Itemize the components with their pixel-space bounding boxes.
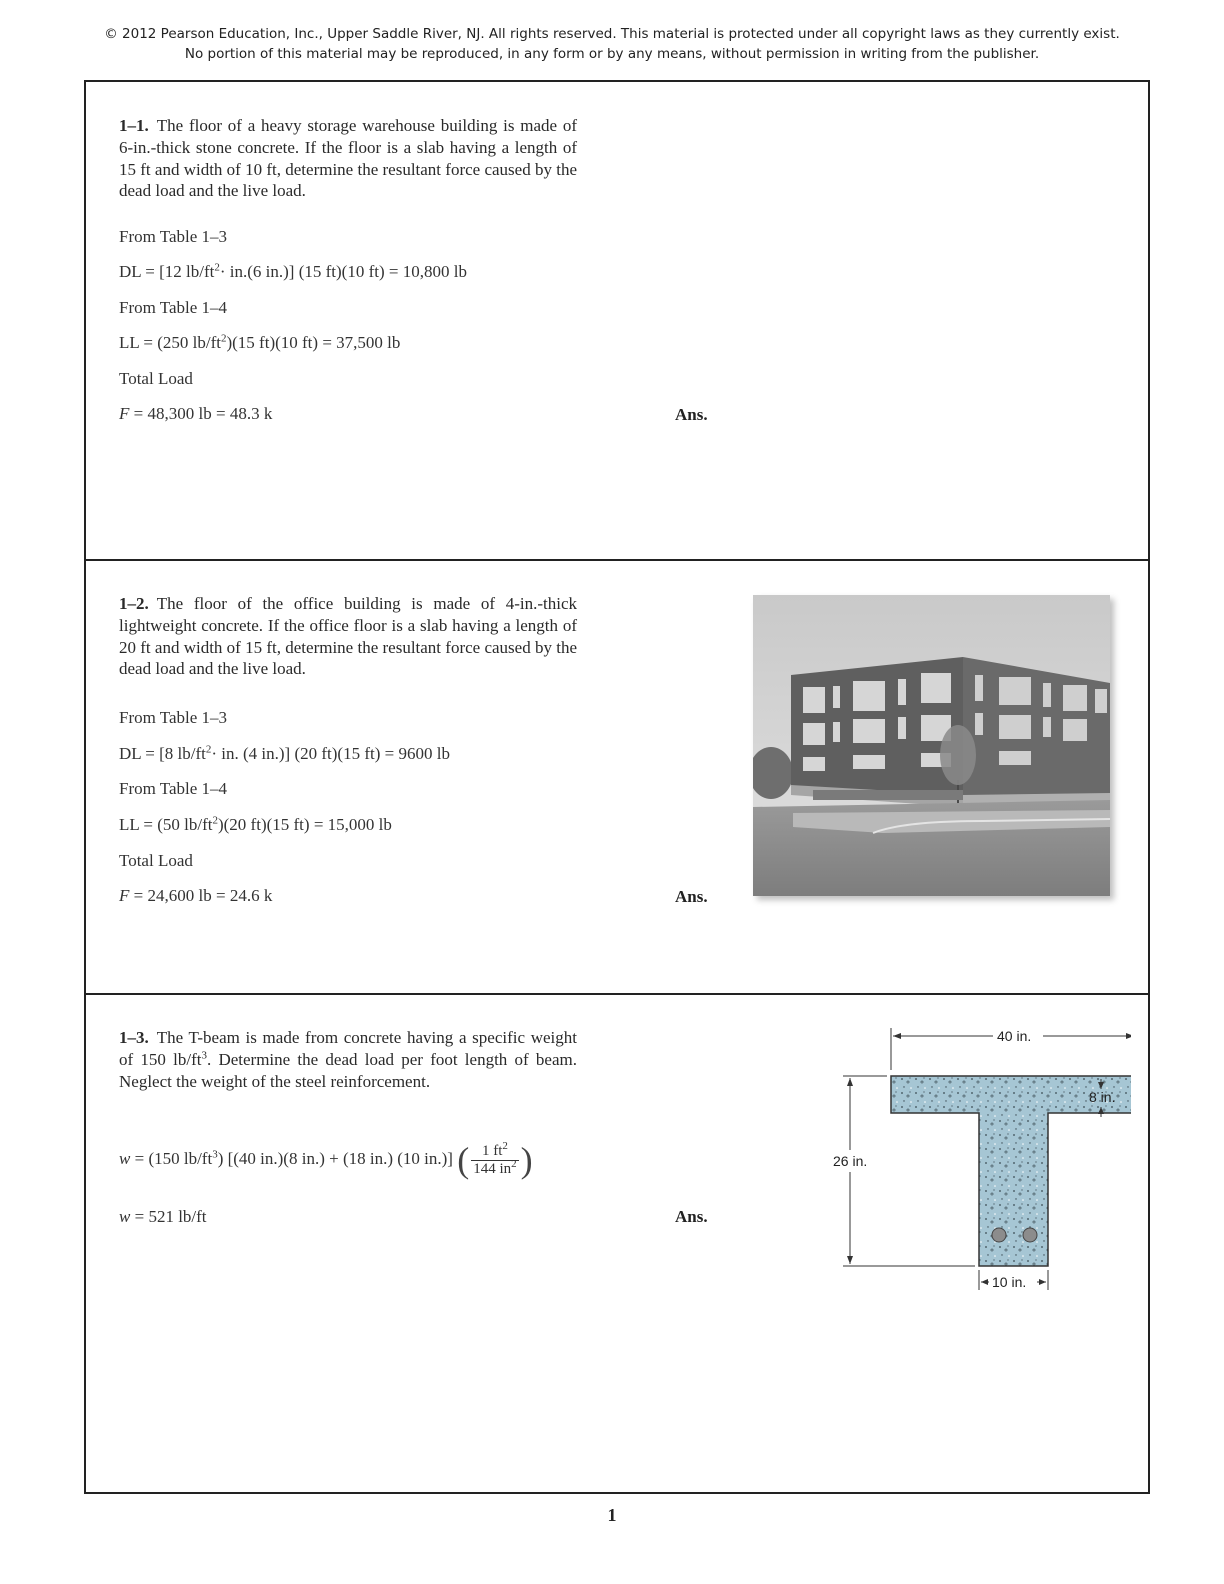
dead-load-per-foot-equation: w = (150 $lb/ft^3$) [(40 in.)(8 in.) + (18 in.) (10 in.)] ( $\frac{1 ft^2}{144 in^2}$ ) — [119, 1139, 533, 1180]
problems-frame — [84, 80, 1150, 1494]
dead-load-equation: DL = [8 $lb/ft^2\cdot$ in. (4 in.)] (20 ft)(15 ft) = 9600 lb — [119, 743, 450, 763]
dead-load-result-equation: w = 521 lb/ft — [119, 1207, 207, 1226]
problem-statement — [119, 115, 577, 202]
force-mid: 48,300 lb — [147, 404, 212, 423]
problem-text-b: . Determine the dead load per foot length of beam. Neglect the weight of the steel reinforcement. — [119, 1049, 577, 1091]
table-ref: From Table 1–4 — [119, 298, 228, 317]
dl-result: 10,800 lb — [402, 262, 467, 281]
dl-result: 9600 lb — [398, 744, 450, 763]
force-label: F — [119, 404, 130, 423]
problem-number: 1–2. — [119, 594, 149, 613]
problem-text-a: The T-beam is made from concrete having a specific weight of 150 lb/ft — [119, 1028, 577, 1069]
force-result: 24.6 k — [229, 886, 273, 905]
fraction-denominator: 144 in — [473, 1160, 512, 1177]
force-mid: 24,600 lb — [147, 886, 212, 905]
ll-expr-a: (50 lb/ft — [157, 815, 213, 834]
answer-marker: Ans. — [675, 1207, 708, 1226]
problem-statement: 1–3. The T-beam is made from concrete having a specific weight of 150 $lb/ft^3$. Determine the dead load per foot length of beam. Neglect the weight of the steel reinforcement. — [119, 1028, 577, 1091]
dl-label: DL — [119, 262, 142, 281]
answer-marker: Ans. — [675, 887, 708, 906]
copyright-line-2: No portion of this material may be reproduced, in any form or by any means, without permission in writing from the publisher. — [184, 46, 1040, 62]
w-label: w — [119, 1207, 131, 1226]
problem-number: 1–1. — [119, 116, 149, 135]
copyright-line-1: © 2012 Pearson Education, Inc., Upper Saddle River, NJ. All rights reserved. This material is protected under all copyright laws as they currently exist. — [104, 26, 1120, 42]
ll-result: 15,000 lb — [327, 815, 392, 834]
ll-label: LL — [119, 815, 140, 834]
dl-expr-a: [12 lb/ft — [159, 262, 215, 281]
ll-expr-a: (250 lb/ft — [157, 333, 221, 352]
w-expr-b: ) [(40 in.)(8 in.) + (18 in.) (10 in.)] — [217, 1148, 453, 1168]
table-ref: From Table 1–3 — [119, 708, 228, 727]
problem-1-1-section — [86, 82, 1148, 561]
w-expr-a: (150 lb/ft — [148, 1148, 213, 1168]
dim-label-left: 26 in. — [833, 1153, 868, 1169]
unit-conversion-fraction: $\frac{1 ft^2}{144 in^2}$ — [473, 1139, 517, 1177]
ll-expr-b: )(20 ft)(15 ft) — [217, 815, 310, 834]
problem-number: 1–3. — [119, 1028, 149, 1047]
total-load-label: Total Load — [119, 851, 193, 870]
fraction-numerator: 1 ft — [481, 1142, 503, 1159]
table-ref: From Table 1–4 — [119, 779, 228, 798]
page-number: 1 — [607, 1505, 617, 1525]
total-force-equation: F = 48,300 lb = 48.3 k — [119, 404, 273, 423]
dl-expr-b: · in.(6 in.)] (15 ft)(10 ft) — [219, 262, 385, 281]
copyright-notice — [0, 24, 1224, 64]
rebar-right — [1023, 1228, 1037, 1242]
problem-text: The floor of the office building is made of 4-in.-thick lightweight concrete. If the office floor is a slab having a length of 20 ft and width of 15 ft, determine the resultant force caused by the dead load and the live load. — [119, 594, 577, 679]
problem-1-3-section — [86, 995, 1148, 1496]
rebar-left — [992, 1228, 1006, 1242]
ll-result: 37,500 lb — [336, 333, 401, 352]
dim-label-bottom: 10 in. — [992, 1274, 1027, 1290]
dl-expr-a: [8 lb/ft — [159, 744, 206, 763]
dl-expr-b: · in. (4 in.)] (20 ft)(15 ft) — [211, 744, 381, 763]
force-result: 48.3 k — [229, 404, 273, 423]
ll-expr-b: )(15 ft)(10 ft) — [226, 333, 319, 352]
w-label: w — [119, 1148, 131, 1168]
dim-right-arrows — [1091, 1077, 1111, 1117]
problem-1-2-section — [86, 561, 1148, 995]
dead-load-equation: DL = [12 $lb/ft^2\cdot in.(6$ in.)] (15 ft)(10 ft) = 10,800 lb — [119, 261, 467, 281]
answer-marker: Ans. — [675, 405, 708, 424]
dl-label: DL — [119, 744, 142, 763]
dim-label-top: 40 in. — [997, 1028, 1032, 1044]
force-label: F — [119, 886, 130, 905]
office-building-photo — [753, 595, 1110, 896]
live-load-equation: LL = (50 $lb/ft^2)(20$ ft)(15 ft) = 15,000 lb — [119, 814, 392, 834]
live-load-equation: LL = (250 $lb/ft^2)(15$ ft)(10 ft) = 37,500 lb — [119, 332, 401, 352]
total-force-equation: F = 24,600 lb = 24.6 k — [119, 886, 273, 905]
w-result: 521 lb/ft — [148, 1207, 207, 1226]
dim-label-right: 8 in. — [1089, 1089, 1116, 1105]
t-beam-diagram — [731, 1020, 1131, 1300]
problem-statement — [119, 593, 577, 680]
total-load-label: Total Load — [119, 369, 193, 388]
table-ref: From Table 1–3 — [119, 227, 228, 246]
problem-text: The floor of a heavy storage warehouse building is made of 6-in.-thick stone concrete. If the floor is a slab having a length of 15 ft and width of 10 ft, determine the resultant force caused by the dead load and the live load. — [119, 116, 577, 201]
ll-label: LL — [119, 333, 140, 352]
